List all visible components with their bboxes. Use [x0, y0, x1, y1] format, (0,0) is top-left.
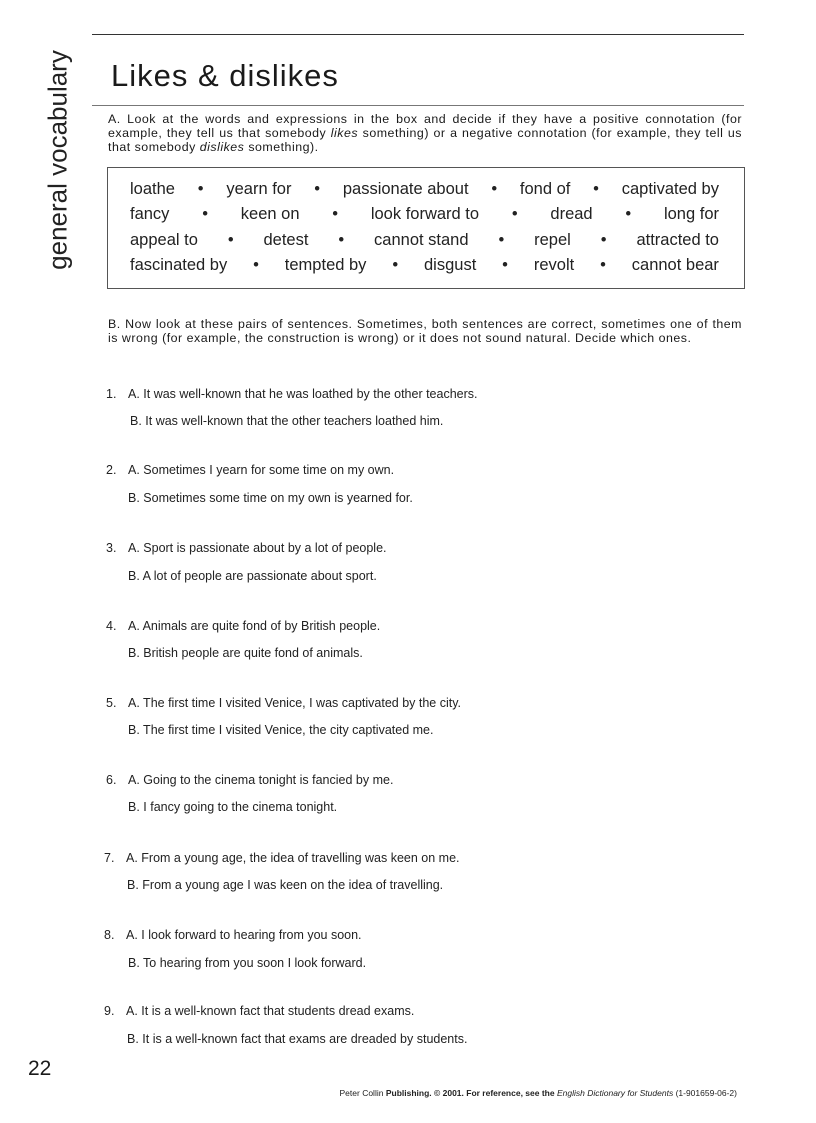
box-word: dread	[550, 205, 593, 223]
box-word: fascinated by	[130, 256, 228, 274]
page-number: 22	[28, 1057, 52, 1080]
bullet: •	[197, 180, 204, 198]
sentence-9b: B. It is a well-known fact that exams are dreaded by students.	[127, 1032, 468, 1046]
box-word: look forward to	[370, 205, 480, 223]
box-word: keen on	[240, 205, 300, 223]
bullet: •	[600, 231, 607, 249]
sentence-5b: B. The first time I visited Venice, the city captivated me.	[128, 723, 434, 737]
item-number: 8.	[104, 928, 115, 942]
sentence-2a: 2. A. Sometimes I yearn for some time on my own.	[106, 463, 395, 477]
sentence-1a: 1. A. It was well-known that he was loathed by the other teachers.	[106, 387, 478, 401]
item-number: 6.	[106, 773, 117, 787]
box-word: long for	[663, 205, 719, 223]
word-box-row	[130, 205, 719, 224]
instruction-a: A. Look at the words and expressions in the box and decide if they have a positive connotation (for example, they tell us that somebody likes something) or a negative connotation (for example, they tell us that somebody dislikes something).	[108, 112, 742, 154]
bullet: •	[202, 205, 208, 223]
box-word: attracted to	[636, 231, 719, 249]
sentence-8a: 8. A. I look forward to hearing from you soon.	[104, 928, 362, 942]
sentence-7a: 7. A. From a young age, the idea of travelling was keen on me.	[104, 851, 460, 865]
bullet: •	[600, 256, 606, 274]
box-word: fancy	[130, 205, 170, 223]
box-word: cannot bear	[631, 256, 719, 274]
bullet: •	[392, 256, 399, 274]
bullet: •	[625, 205, 632, 223]
page-title: Likes & dislikes	[111, 58, 339, 93]
bullet: •	[502, 256, 508, 274]
bullet: •	[498, 231, 505, 249]
sentence-7b: B. From a young age I was keen on the idea of travelling.	[127, 878, 444, 892]
box-word: tempted by	[284, 256, 367, 274]
sentence-8b: B. To hearing from you soon I look forward.	[128, 956, 367, 970]
bullet: •	[227, 231, 234, 249]
box-word: captivated by	[621, 180, 719, 198]
bullet: •	[491, 180, 498, 198]
box-word: appeal to	[130, 231, 198, 249]
item-number: 4.	[106, 619, 117, 633]
box-word: disgust	[424, 256, 477, 274]
top-rule	[92, 34, 744, 35]
word-box-row	[130, 231, 719, 250]
bullet: •	[253, 256, 259, 274]
sentence-3b: B. A lot of people are passionate about sport.	[128, 569, 377, 583]
bullet: •	[314, 180, 321, 198]
item-number: 9.	[104, 1004, 115, 1018]
box-word: yearn for	[226, 180, 292, 198]
bullet: •	[511, 205, 518, 223]
item-number: 5.	[106, 696, 117, 710]
section-label: general vocabulary	[42, 50, 73, 270]
footer-credit: Peter Collin Publishing. © 2001. For reference, see the English Dictionary for Students (1-901659-06-2)	[339, 1088, 737, 1098]
box-word: repel	[534, 231, 571, 249]
instruction-b: B. Now look at these pairs of sentences. Sometimes, both sentences are correct, sometimes one of them is wrong (for example, the construction is wrong) or it does not sound natural. Decide which ones.	[108, 317, 742, 345]
word-box-row	[130, 180, 719, 199]
sentence-5a: 5. A. The first time I visited Venice, I was captivated by the city.	[106, 696, 462, 710]
sentence-6b: B. I fancy going to the cinema tonight.	[128, 800, 338, 814]
box-word: revolt	[533, 256, 575, 274]
sentence-6a: 6. A. Going to the cinema tonight is fancied by me.	[106, 773, 394, 787]
word-box	[107, 167, 745, 289]
box-word: cannot stand	[374, 231, 469, 249]
sentence-1b: B. It was well-known that the other teachers loathed him.	[130, 414, 444, 428]
bullet: •	[593, 180, 599, 198]
box-word: passionate about	[342, 180, 469, 198]
bullet: •	[338, 231, 345, 249]
sentence-2b: B. Sometimes some time on my own is yearned for.	[128, 491, 413, 505]
item-number: 7.	[104, 851, 115, 865]
sentence-4b: B. British people are quite fond of animals.	[128, 646, 363, 660]
word-box-row	[130, 256, 719, 275]
box-word: detest	[263, 231, 309, 249]
item-number: 1.	[106, 387, 117, 401]
item-number: 3.	[106, 541, 117, 555]
bullet: •	[332, 205, 339, 223]
box-word: loathe	[130, 180, 175, 198]
box-word: fond of	[519, 180, 571, 198]
item-number: 2.	[106, 463, 117, 477]
title-rule	[92, 105, 744, 106]
sentence-4a: 4. A. Animals are quite fond of by British people.	[106, 619, 381, 633]
sentence-9a: 9. A. It is a well-known fact that students dread exams.	[104, 1004, 415, 1018]
sentence-3a: 3. A. Sport is passionate about by a lot of people.	[106, 541, 387, 555]
